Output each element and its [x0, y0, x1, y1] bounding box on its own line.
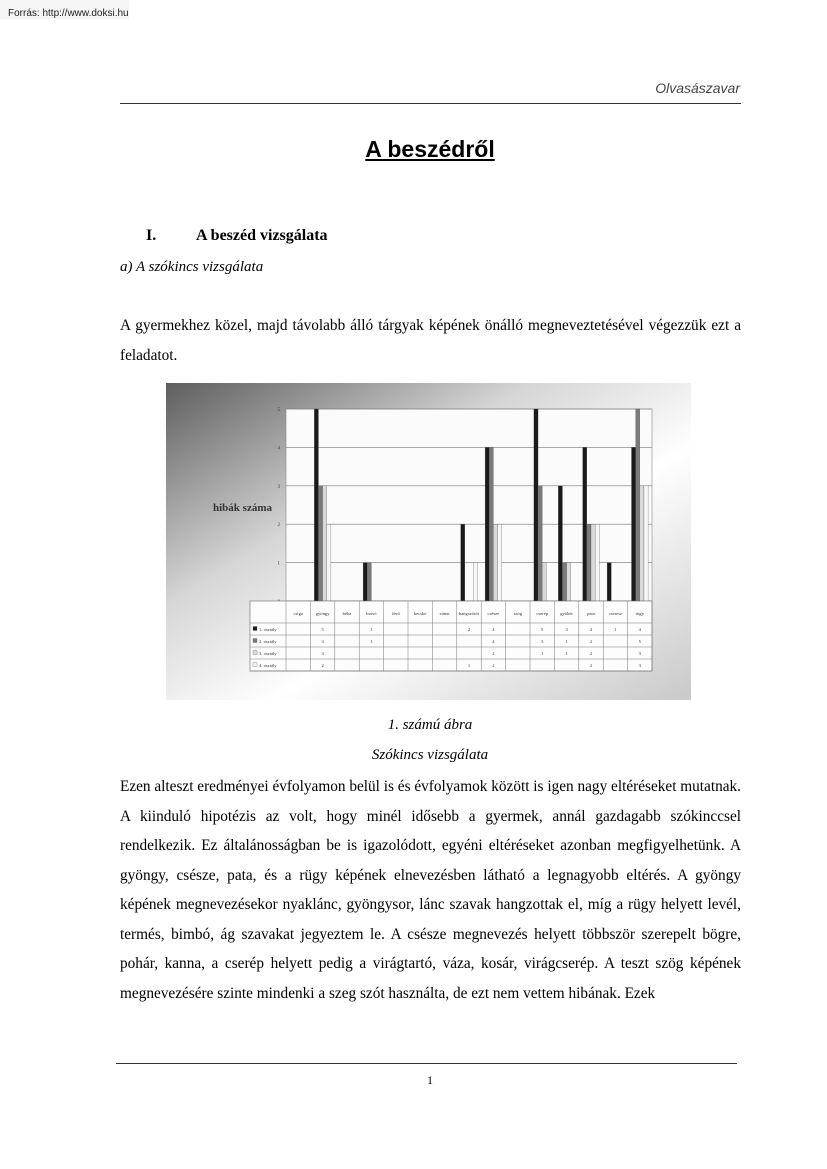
- table-cell-value: 3: [638, 663, 641, 668]
- legend-swatch: [253, 627, 257, 631]
- x-category-label: cserép: [536, 611, 549, 616]
- footer-rule: [116, 1063, 737, 1064]
- y-tick-label: 4: [277, 446, 280, 452]
- bar: [644, 486, 648, 601]
- page-title: A beszédről: [365, 136, 495, 162]
- bar: [567, 563, 571, 601]
- table-cell-value: 2: [589, 663, 593, 668]
- legend-swatch: [253, 663, 257, 667]
- x-category-label: cseresz: [608, 611, 623, 616]
- bar: [587, 524, 591, 601]
- table-cell-value: 1: [565, 639, 568, 644]
- table-cell-value: 1: [565, 651, 568, 656]
- legend-label: 1. osztály: [259, 627, 277, 632]
- subsection-title: a) A szókincs vizsgálata: [120, 259, 264, 275]
- table-cell-value: 2: [467, 627, 471, 632]
- table-cell-value: 5: [321, 627, 324, 632]
- table-cell-value: 3: [565, 627, 568, 632]
- x-category-label: hangszórót: [458, 611, 480, 616]
- body-paragraph: Ezen alteszt eredményei évfolyamon belül is és évfolyamok között is igen nagy eltéréseket mutatnak. A kiinduló hipotézis az volt, hogy minél idősebb a gyermek, annál gazdagabb szókinccsel rendelkezik. Ez általánosságban be is igazolódott, egyéni eltéréseket azonban megfigyelhetünk. A gyöngy, csésze, pata, és a rügy képének elnevezésben látható a legnagyobb eltérés. A gyöngy képének megnevezésekor nyaklánc, gyöngysor, lánc szavak hangzottak el, míg a rügy helyett levél, termés, bimbó, ág szavakat jegyeztem le. A csésze megnevezés helyett többször szerepelt bögre, pohár, kanna, a cserép helyett pedig a virágtartó, váza, kosár, virágcserép. A teszt szög képének megnevezésére szinte mindenki a szeg szót használta, de ezt nem vettem hibának. Ezek: [120, 778, 742, 1002]
- running-header: Olvasászavar: [655, 80, 740, 96]
- bar: [558, 486, 562, 601]
- x-category-label: borsó: [366, 611, 377, 616]
- bar: [367, 563, 371, 601]
- section-number: I.: [146, 227, 157, 244]
- bar: [534, 409, 538, 601]
- table-cell-value: 4: [638, 627, 641, 632]
- bar: [538, 486, 542, 601]
- table-cell-value: 3: [321, 651, 324, 656]
- bar: [583, 447, 587, 601]
- chart-figure: [166, 383, 691, 700]
- bar: [595, 524, 599, 601]
- x-category-label: csiga: [293, 611, 303, 616]
- bar: [318, 486, 322, 601]
- x-category-label: rügy: [635, 611, 645, 616]
- legend-label: 3. osztály: [259, 651, 277, 656]
- bar: [461, 524, 465, 601]
- bar: [542, 563, 546, 601]
- table-cell-value: 2: [589, 651, 593, 656]
- source-label: Forrás: http://www.doksi.hu: [0, 0, 129, 19]
- legend-label: 2. osztály: [259, 639, 277, 644]
- x-category-label: béka: [342, 611, 352, 616]
- table-cell-value: 3: [638, 651, 641, 656]
- table-cell-value: 1: [370, 627, 373, 632]
- table-cell-value: 5: [541, 627, 544, 632]
- bar: [363, 563, 367, 601]
- bar-chart: [166, 383, 691, 700]
- intro-paragraph: A gyermekhez közel, majd távolabb álló tárgyak képének önálló megneveztetésével végezzük ezt a feladatot.: [120, 317, 741, 364]
- table-cell-value: 1: [467, 663, 471, 668]
- y-tick-label: 1: [277, 561, 280, 567]
- y-tick-label: 3: [277, 484, 280, 490]
- table-cell-value: 4: [492, 627, 495, 632]
- y-tick-label: 2: [277, 523, 280, 529]
- bar: [607, 563, 611, 601]
- bar: [591, 524, 595, 601]
- legend-swatch: [253, 639, 257, 643]
- legend-label: 4. osztály: [259, 663, 277, 668]
- table-cell-value: 2: [589, 639, 593, 644]
- bar: [323, 486, 327, 601]
- section-title: A beszéd vizsgálata: [196, 227, 328, 244]
- table-cell-value: 4: [589, 627, 593, 632]
- bar: [314, 409, 318, 601]
- figure-title: Szókincs vizsgálata: [371, 747, 489, 763]
- bar: [493, 524, 497, 601]
- bar: [327, 524, 331, 601]
- x-category-label: fésű: [391, 611, 400, 616]
- x-category-label: kecske: [413, 611, 427, 616]
- y-tick-label: 5: [277, 408, 280, 413]
- table-cell-value: 3: [541, 639, 544, 644]
- y-axis-label: hibák száma: [213, 502, 272, 514]
- bar: [562, 563, 566, 601]
- x-category-label: pata: [587, 611, 595, 616]
- table-cell-value: 1: [541, 651, 544, 656]
- table-cell-value: 2: [492, 663, 495, 668]
- x-category-label: csésze: [487, 611, 500, 616]
- bar: [636, 409, 640, 601]
- page-number: 1: [427, 1073, 433, 1087]
- table-cell-value: 5: [638, 639, 641, 644]
- table-cell-value: 1: [614, 627, 617, 632]
- table-cell-value: 2: [321, 663, 324, 668]
- figure-number: 1. számú ábra: [387, 717, 473, 733]
- bar: [473, 563, 477, 601]
- table-cell-value: 1: [370, 639, 373, 644]
- bar: [498, 524, 502, 601]
- table-cell-value: 3: [321, 639, 324, 644]
- header-rule: [120, 103, 741, 104]
- x-category-label: gyöngy: [315, 611, 330, 616]
- x-category-label: süteи: [439, 611, 450, 616]
- x-category-label: gyökér: [560, 611, 573, 616]
- x-category-label: szög: [513, 611, 523, 616]
- bar: [489, 447, 493, 601]
- bar: [640, 486, 644, 601]
- bar: [632, 447, 636, 601]
- bar: [485, 447, 489, 601]
- table-cell-value: 4: [492, 639, 495, 644]
- table-cell-value: 2: [492, 651, 495, 656]
- legend-swatch: [253, 651, 257, 655]
